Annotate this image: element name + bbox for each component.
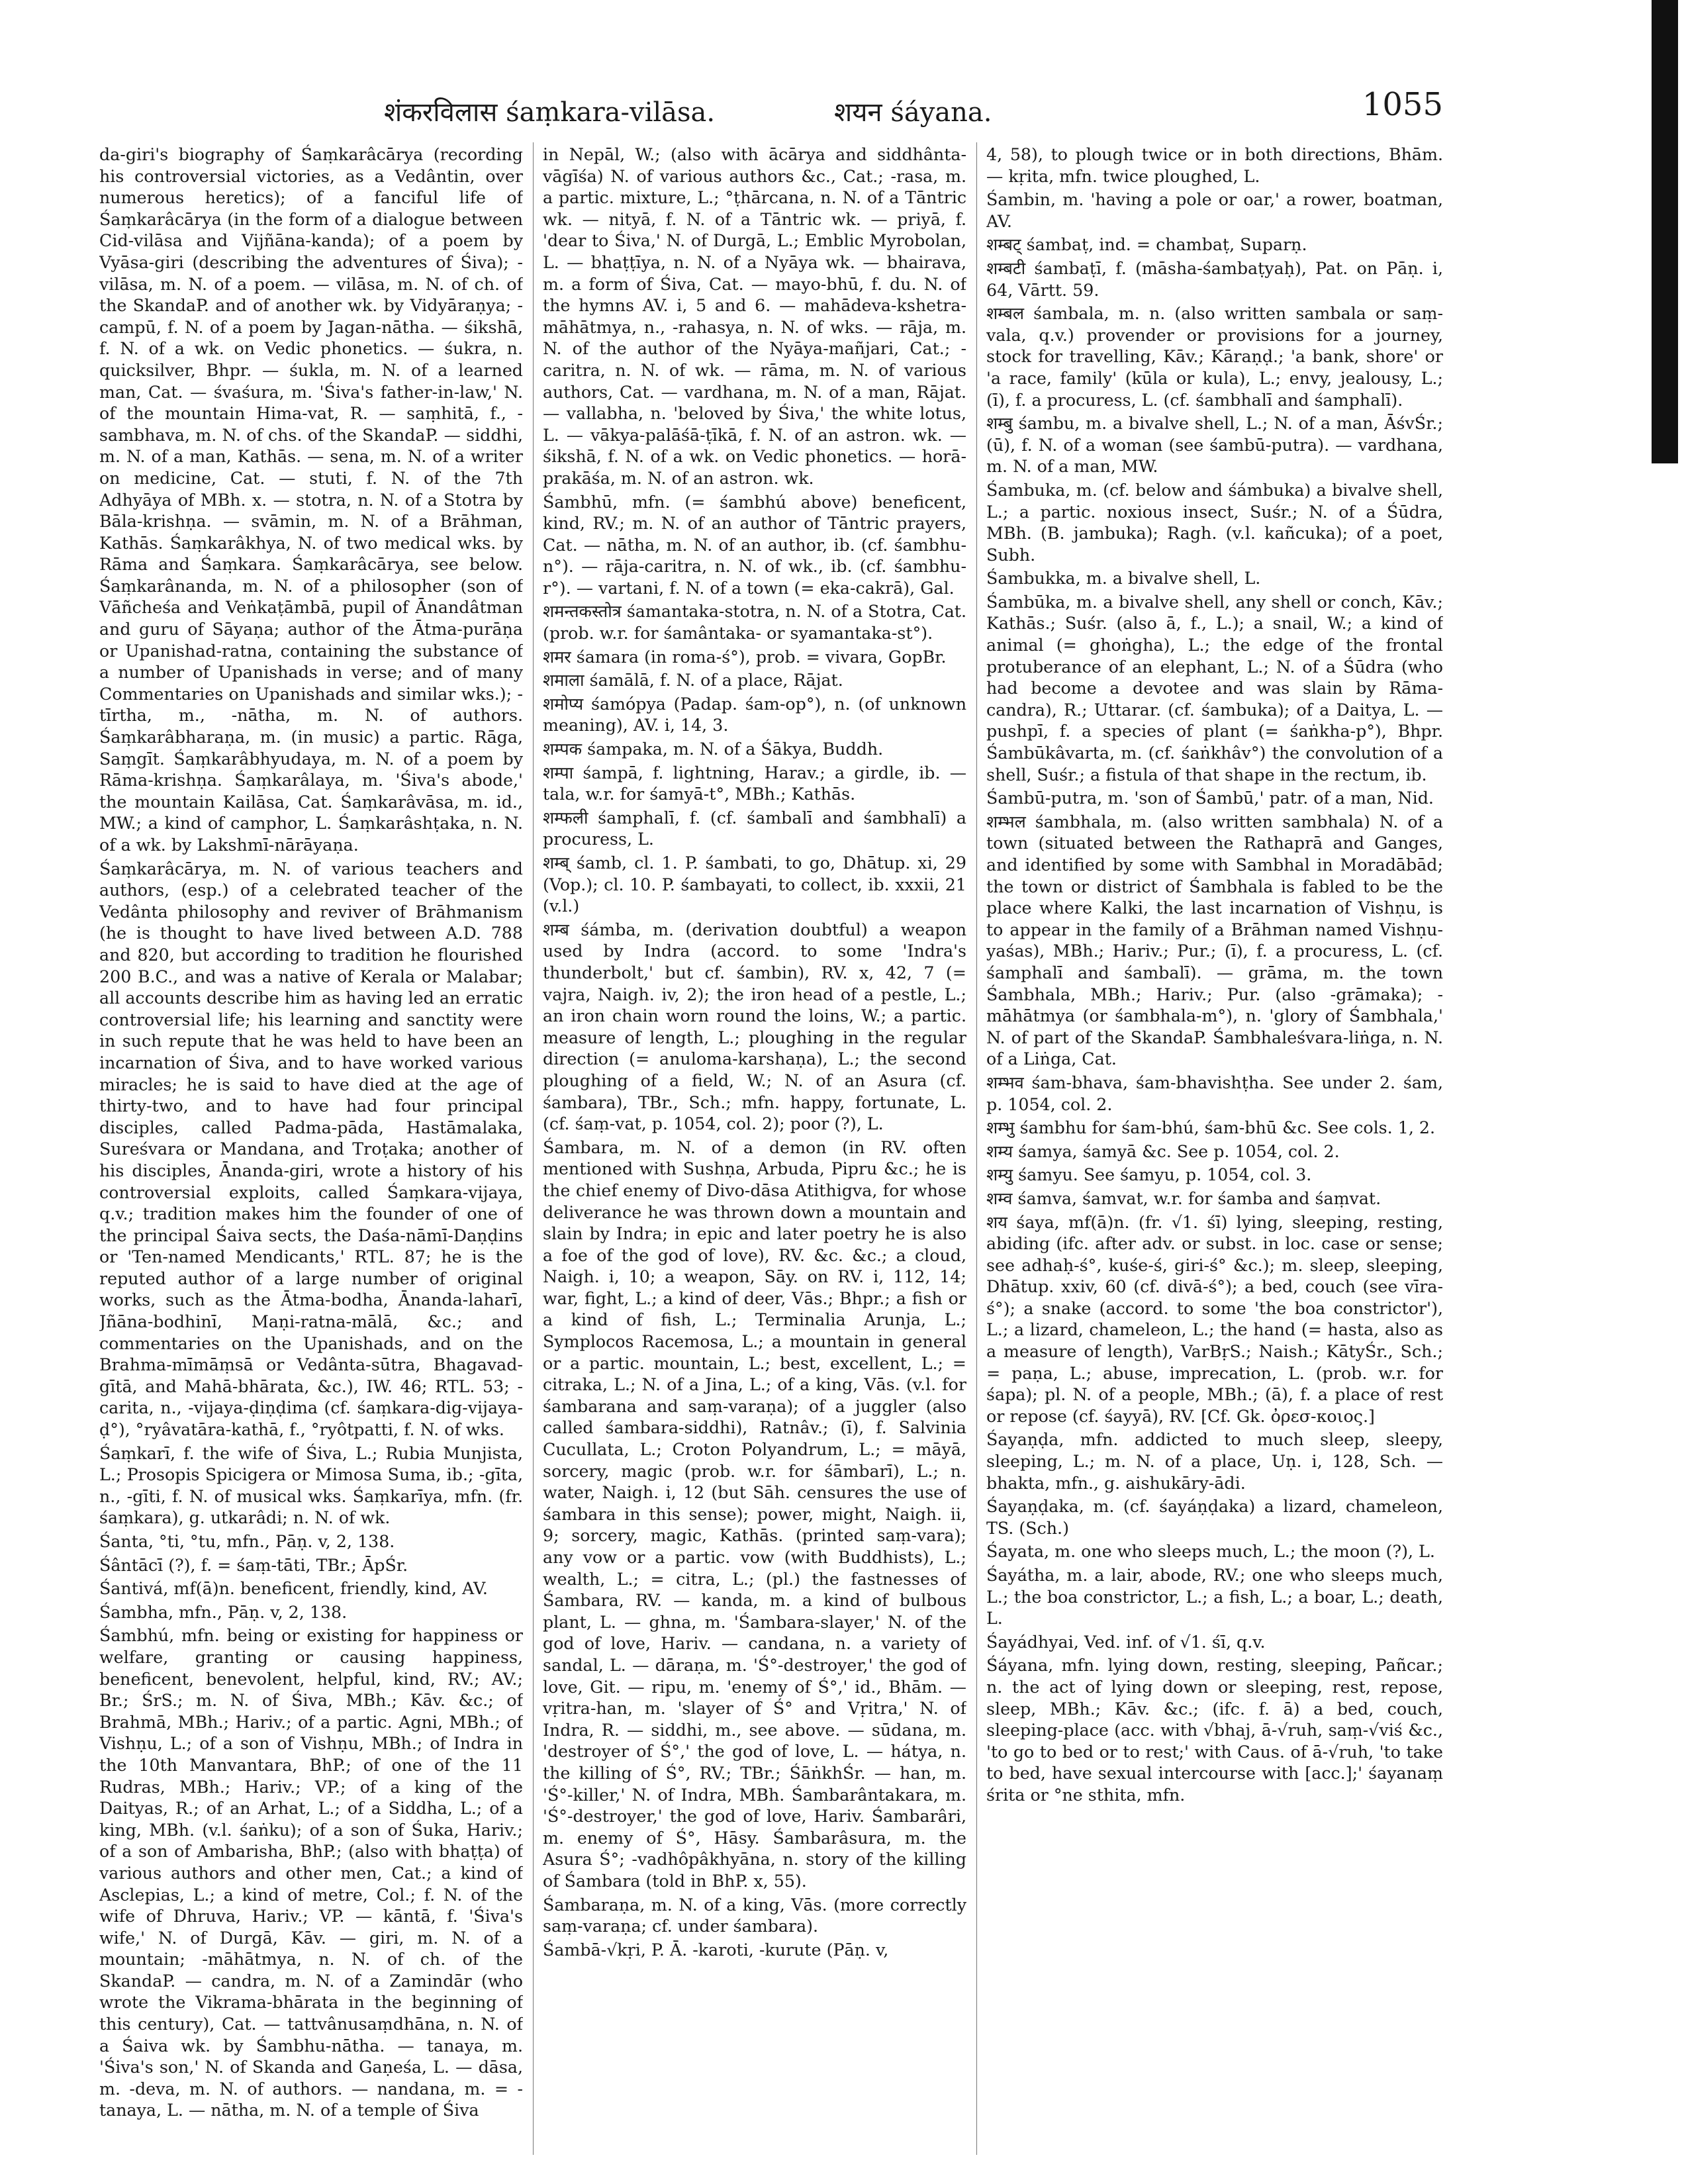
- dictionary-entry: शम्बटी śambaṭī, f. (māsha-śambaṭyaḥ), Pat. on Pāṇ. i, 64, Vārtt. 59.: [986, 258, 1443, 300]
- dictionary-entry: da-giri's biography of Śaṃkarâcārya (recording his controversial victories, as a Vedântin, over numerous heretics); of a fanciful life of Śaṃkarâcārya (in the form of a dialogue between Cid-vilāsa and Vijñāna-kanda); of a poem by Vyāsa-giri (describing the adventures of Śiva); -vilāsa, m. N. of a poem. — vilāsa, m. N. of ch. of the SkandaP. and of another wk. by Vidyāraṇya; -campū, f. N. of a poem by Jagan-nātha. — śikshā, f. N. of a wk. on Vedic phonetics. — śukra, n. quicksilver, Bhpr. — śukla, m. N. of a learned man, Cat. — śvaśura, m. 'Śiva's father-in-law,' N. of the mountain Hima-vat, R. — saṃhitā, f., -sambhava, m. N. of chs. of the SkandaP. — siddhi, m. N. of a man, Kathās. — sena, m. N. of a writer on medicine, Cat. — stuti, f. N. of the 7th Adhyāya of MBh. x. — stotra, n. N. of a Stotra by Bāla-krishṇa. — svāmin, m. N. of a Brāhman, Kathās. Śaṃkarâkhya, N. of two medical wks. by Rāma and Śaṃkara. Śaṃkarâcārya, see below. Śaṃkarânanda, m. N. of a philosopher (son of Vāñcheśa and Veṅkaṭāmbā, pupil of Ānandâtman and guru of Sāyaṇa; author of the Ātma-purāṇa or Upanishad-ratna, containing the substance of a number of Upanishads in verse; and of many Commentaries on Upanishads and similar wks.); -tīrtha, m., -nātha, m. N. of authors. Śaṃkarâbharaṇa, m. (in music) a partic. Rāga, Saṃgīt. Śaṃkarâbhyudaya, m. N. of a poem by Rāma-krishṇa. Śaṃkarâlaya, m. 'Śiva's abode,' the mountain Kailāsa, Cat. Śaṃkarâvāsa, m. id., MW.; a kind of camphor, L. Śaṃkarâshṭaka, n. N. of a wk. by Lakshmī-nārāyaṇa.: [99, 145, 523, 855]
- dictionary-entry: Śayata, m. one who sleeps much, L.; the moon (?), L.: [986, 1542, 1435, 1562]
- header-right-headword: शयन śáyana.: [834, 97, 992, 128]
- dictionary-entry: शम्व śamva, śamvat, w.r. for śamba and śaṃvat.: [986, 1188, 1382, 1208]
- column-divider: [533, 142, 534, 2155]
- page-edge-mark: [1652, 0, 1678, 463]
- dictionary-entry: शम्ब śámba, m. (derivation doubtful) a weapon used by Indra (accord. to some 'Indra's thunderbolt,' but cf. śambin), RV. x, 42, 7 (= vajra, Naigh. iv, 2); the iron head of a pestle, L.; an iron chain worn round the loins, W.; a partic. measure of length, L.; ploughing in the regular direction (= anuloma-karshaṇa), L.; the second ploughing of a field, W.; N. of an Asura (cf. śambara), TBr., Sch.; mfn. happy, fortunate, L. (cf. śaṃ-vat, p. 1054, col. 2); poor (?), L.: [543, 920, 966, 1134]
- dictionary-entry: Śanta, °ti, °tu, mfn., Pāṇ. v, 2, 138.: [99, 1532, 395, 1551]
- dictionary-entry: Śambā-√kṛi, P. Ā. -karoti, -kurute (Pāṇ. v,: [543, 1940, 889, 1960]
- dictionary-entry: शम्फली śamphalī, f. (cf. śambalī and śambhalī) a procuress, L.: [543, 808, 966, 849]
- dictionary-entry: Śambha, mfn., Pāṇ. v, 2, 138.: [99, 1602, 348, 1622]
- dictionary-entry: Śambhú, mfn. being or existing for happiness or welfare, granting or causing happiness, beneficent, benevolent, helpful, kind, RV.; AV.; Br.; ŚrS.; m. N. of Śiva, MBh.; Kāv. &c.; of Brahmā, MBh.; Hariv.; of a partic. Agni, MBh.; of Vishṇu, L.; of a son of Vishṇu, MBh.; of Indra in the 10th Manvantara, BhP.; of one of the 11 Rudras, MBh.; Hariv.; VP.; of a king of the Daityas, R.; of an Arhat, L.; of a Siddha, L.; of a king, MBh. (v.l. śaṅku); of a son of Śuka, Hariv.; of a son of Ambarisha, BhP.; (also with bhaṭṭa) of various authors and other men, Cat.; a kind of Asclepias, L.; a kind of metre, Col.; f. N. of the wife of Dhruva, Hariv.; VP. — kāntā, f. 'Śiva's wife,' N. of Durgā, Kāv. — giri, m. N. of a mountain; -māhātmya, n. N. of ch. of the SkandaP. — candra, m. N. of a Zamindār (who wrote the Vikrama-bhārata in the beginning of this century), Cat. — tattvânusaṃdhāna, n. N. of a Śaiva wk. by Śambhu-nātha. — tanaya, m. 'Śiva's son,' N. of Skanda and Gaṇeśa, L. — dāsa, m. -deva, m. N. of authors. — nandana, m. = -tanaya, L. — nātha, m. N. of a temple of Śiva: [99, 1626, 523, 2120]
- page-header: [99, 79, 1443, 139]
- dictionary-entry: शम्बट् śambaṭ, ind. = chambaṭ, Suparṇ.: [986, 235, 1307, 255]
- dictionary-entry: Śáyana, mfn. lying down, resting, sleeping, Pañcar.; n. the act of lying down or sleeping, rest, repose, sleep, MBh.; Kāv. &c.; (ifc. f. ā) a bed, couch, sleeping-place (acc. with √bhaj, ā-√ruh, saṃ-√viś &c., 'to go to bed or to rest;' with Caus. of ā-√ruh, 'to take to bed, have sexual intercourse with [acc.];' śayanaṃ śrita or °ne sthita, mfn.: [986, 1656, 1443, 1805]
- column-divider: [976, 142, 977, 2155]
- dictionary-entry: Śambuka, m. (cf. below and śámbuka) a bivalve shell, L.; a partic. noxious insect, Suśr.; N. of a Śūdra, MBh. (B. jambuka); Ragh. (v.l. kañcuka); of a poet, Subh.: [986, 480, 1443, 565]
- dictionary-entry: शम्ब् śamb, cl. 1. P. śambati, to go, Dhātup. xi, 29 (Vop.); cl. 10. P. śambayati, to collect, ib. xxxii, 21 (v.l.): [543, 853, 966, 916]
- dictionary-entry: Śantivá, mf(ā)n. beneficent, friendly, kind, AV.: [99, 1579, 488, 1599]
- dictionary-entry: Śambaraṇa, m. N. of a king, Vās. (more correctly saṃ-varaṇa; cf. under śambara).: [543, 1895, 966, 1936]
- column-2: [543, 142, 966, 2155]
- dictionary-entry: शमोप्य śamópya (Padap. śam-op°), n. (of unknown meaning), AV. i, 14, 3.: [543, 694, 966, 736]
- column-1: [99, 142, 523, 2155]
- dictionary-entry: Śayaṇḍaka, m. (cf. śayáṇḍaka) a lizard, chameleon, TS. (Sch.): [986, 1497, 1443, 1538]
- header-left-headword: शंकरविलास śaṃkara-vilāsa.: [384, 97, 716, 128]
- dictionary-entry: शम्बल śambala, m. n. (also written sambala or saṃ-vala, q.v.) provender or provisions for a journey, stock for travelling, Kāv.; Kāraṇḍ.; 'a bank, shore' or 'a race, family' (kūla or kula), L.; envy, jealousy, L.; (ī), f. a procuress, L. (cf. śambhalī and śamphalī).: [986, 304, 1443, 410]
- dictionary-entry: Śambū-putra, m. 'son of Śambū,' patr. of a man, Nid.: [986, 788, 1434, 808]
- dictionary-entry: शम्य śamya, śamyā &c. See p. 1054, col. 2.: [986, 1141, 1340, 1161]
- dictionary-entry: Śambin, m. 'having a pole or oar,' a rower, boatman, AV.: [986, 190, 1443, 231]
- column-3: [986, 142, 1443, 2155]
- dictionary-entry: Śambūka, m. a bivalve shell, any shell or conch, Kāv.; Kathās.; Suśr. (also ā, f., L.); a snail, W.; a kind of animal (= ghoṅgha), L.; the edge of the frontal protuberance of an elephant, L.; N. of a Śūdra (who had become a devotee and was slain by Rāma-candra), R.; Uttarar. (cf. śambuka); of a Daitya, L. — pushpī, f. a species of plant (= śaṅkha-p°), Bhpr. Śambūkâvarta, m. (cf. śaṅkhâv°) the convolution of a shell, Suśr.; a fistula of that shape in the rectum, ib.: [986, 592, 1443, 784]
- dictionary-entry: शम्भु śambhu for śam-bhú, śam-bhū &c. See cols. 1, 2.: [986, 1118, 1436, 1138]
- dictionary-entry: Śayádhyai, Ved. inf. of √1. śī, q.v.: [986, 1632, 1266, 1652]
- page-number: 1055: [1362, 86, 1443, 123]
- dictionary-entry: Śambara, m. N. of a demon (in RV. often mentioned with Sushṇa, Arbuda, Pipru &c.; he is the chief enemy of Divo-dāsa Atithigva, for whose deliverance he was thrown down a mountain and slain by Indra; in epic and later poetry he is also a foe of the god of love), RV. &c. &c.; a cloud, Naigh. i, 10; a weapon, Sāy. on RV. i, 112, 14; war, fight, L.; a kind of deer, Vās.; Bhpr.; a fish or a kind of fish, L.; Terminalia Arunja, L.; Symplocos Racemosa, L.; a mountain in general or a partic. mountain, L.; best, excellent, L.; = citraka, L.; N. of a Jina, L.; of a king, Vās. (v.l. for śambarana and saṃ-varaṇa); of a juggler (also called śambara-siddhi), Ratnâv.; (ī), f. Salvinia Cucullata, L.; Croton Polyandrum, L.; = māyā, sorcery, magic (prob. w.r. for śāmbarī), L.; n. water, Naigh. i, 12 (but Sāh. censures the use of śambara in this sense); power, might, Naigh. ii, 9; sorcery, magic, Kathās. (printed saṃ-vara); any vow or a partic. vow (with Buddhists), L.; wealth, L.; = citra, L.; (pl.) the fastnesses of Śambara, RV. — kanda, m. a kind of bulbous plant, L. — ghna, m. 'Śambara-slayer,' N. of the god of love, Hariv. — candana, n. a variety of sandal, L. — dāraṇa, m. 'Ś°-destroyer,' the god of love, Git. — ripu, m. 'enemy of Ś°,' id., Bhām. — vṛitra-han, m. 'slayer of Ś° and Vṛitra,' N. of Indra, R. — siddhi, m., see above. — sūdana, m. 'destroyer of Ś°,' the god of love, L. — hátya, n. the killing of Ś°, RV.; TBr.; ŚāṅkhŚr. — han, m. 'Ś°-killer,' N. of Indra, MBh. Śambarântakara, m. 'Ś°-destroyer,' the god of love, Hariv. Śambarâri, m. enemy of Ś°, Hāsy. Śambarâsura, m. the Asura Ś°; -vadhôpâkhyāna, n. story of the killing of Śambara (told in BhP. x, 55).: [543, 1137, 966, 1891]
- dictionary-entry: in Nepāl, W.; (also with ācārya and siddhânta-vāgīśa) N. of various authors &c., Cat.; -rasa, m. a partic. mixture, L.; °ṭhārcana, n. N. of a Tāntric wk. — nityā, f. N. of a Tāntric wk. — priyā, f. 'dear to Śiva,' N. of Durgā, L.; Emblic Myrobolan, L. — bhaṭṭīya, n. N. of a Nyāya wk. — bhairava, m. a form of Śiva, Cat. — mayo-bhū, f. du. N. of the hymns AV. i, 5 and 6. — mahādeva-kshetra-māhātmya, n., -rahasya, n. N. of wks. — rāja, m. N. of the author of the Nyāya-mañjari, Cat.; -caritra, n. N. of wk. — rāma, m. N. of various authors, Cat. — vardhana, m. N. of a man, Rājat. — vallabha, n. 'beloved by Śiva,' the white lotus, L. — vākya-palāśā-ṭīkā, f. N. of an astron. wk. — śikshā, f. N. of a wk. on Vedic phonetics. — horā-prakāśa, m. N. of an astron. wk.: [543, 145, 966, 488]
- dictionary-entry: शम्बु śambu, m. a bivalve shell, L.; N. of a man, ĀśvŚr.; (ū), f. N. of a woman (see śambū-putra). — vardhana, m. N. of a man, MW.: [986, 414, 1443, 477]
- dictionary-entry: शमर śamara (in roma-ś°), prob. = vivara, GopBr.: [543, 647, 947, 667]
- dictionary-entry: Śayátha, m. a lair, abode, RV.; one who sleeps much, L.; the boa constrictor, L.; a fish, L.; a boar, L.; death, L.: [986, 1566, 1443, 1629]
- dictionary-entry: शम्भल śambhala, m. (also written sambhala) N. of a town (situated between the Rathaprā and Ganges, and identified by some with Sambhal in Moradābād; the town or district of Śambhala is fabled to be the place where Kalki, the last incarnation of Vishṇu, is to appear in the family of a Brāhman named Vishṇu-yaśas), MBh.; Hariv.; Pur.; (ī), f. a procuress, L. (cf. śamphalī and śambalī). — grāma, m. the town Śambhala, MBh.; Hariv.; Pur. (also -grāmaka); -māhātmya (or śambhala-m°), n. 'glory of Śambhala,' N. of part of the SkandaP. Śambhaleśvara-liṅga, n. N. of a Liṅga, Cat.: [986, 812, 1443, 1069]
- dictionary-entry: शमन्तकस्तोत्र śamantaka-stotra, n. N. of a Stotra, Cat. (prob. w.r. for śamântaka- or syamantaka-st°).: [543, 602, 966, 643]
- dictionary-entry: Śaṃkarâcārya, m. N. of various teachers and authors, (esp.) of a celebrated teacher of the Vedânta philosophy and reviver of Brāhmanism (he is thought to have lived between A.D. 788 and 820, but according to tradition he flourished 200 B.C., and was a native of Kerala or Malabar; all accounts describe him as having led an erratic controversial life; his learning and sanctity were in such repute that he was held to have been an incarnation of Śiva, and to have worked various miracles; he is said to have died at the age of thirty-two, and to have had four principal disciples, called Padma-pāda, Hastāmalaka, Sureśvara or Mandana, and Troṭaka; another of his disciples, Ānanda-giri, wrote a history of his controversial exploits, called Śaṃkara-vijaya, q.v.; tradition makes him the founder of one of the principal Śaiva sects, the Daśa-nāmī-Daṇḍins or 'Ten-named Mendicants,' RTL. 87; he is the reputed author of a large number of original works, such as the Ātma-bodha, Ānanda-laharī, Jñāna-bodhinī, Maṇi-ratna-mālā, &c.; and commentaries on the Upanishads, and on the Brahma-mīmāṃsā or Vedânta-sūtra, Bhagavad-gītā, and Mahā-bhārata, &c.), IW. 46; RTL. 53; -carita, n., -vijaya-ḍiṇḍima (cf. śaṃkara-dig-vijaya-ḍ°), °ryâvatāra-kathā, f., °ryôtpatti, f. N. of wks.: [99, 859, 523, 1440]
- dictionary-entry: 4, 58), to plough twice or in both directions, Bhām. — kṛita, mfn. twice ploughed, L.: [986, 145, 1443, 186]
- dictionary-entry: शम्पक śampaka, m. N. of a Śākya, Buddh.: [543, 739, 884, 759]
- dictionary-entry: Śântācī (?), f. = śaṃ-tāti, TBr.; ĀpŚr.: [99, 1555, 408, 1575]
- dictionary-entry: शमाला śamālā, f. N. of a place, Rājat.: [543, 671, 843, 690]
- dictionary-entry: शम्यु śamyu. See śamyu, p. 1054, col. 3.: [986, 1165, 1312, 1185]
- dictionary-entry: शय śaya, mf(ā)n. (fr. √1. śī) lying, sleeping, resting, abiding (ifc. after adv. or subst. in loc. case or sense; see adhaḥ-ś°, kuśe-ś, giri-ś° &c.); m. sleep, sleeping, Dhātup. xxiv, 60 (cf. divā-ś°); a bed, couch (see vīra-ś°); a snake (accord. to some 'the boa constrictor'), L.; a lizard, chameleon, L.; the hand (= hasta, also as a measure of length), VarBṛS.; Naish.; KātyŚr., Sch.; = paṇa, L.; abuse, imprecation, L. (prob. w.r. for śapa); pl. N. of a people, MBh.; (ā), f. a place of rest or repose (cf. śayyā), RV. [Cf. Gk. ὀρεσ-κοιος.]: [986, 1212, 1443, 1426]
- dictionary-entry: शम्भव śam-bhava, śam-bhavishṭha. See under 2. śam, p. 1054, col. 2.: [986, 1072, 1443, 1114]
- dictionary-entry: Śayaṇḍa, mfn. addicted to much sleep, sleepy, sleeping, L.; m. N. of a place, Uṇ. i, 128, Sch. — bhakta, mfn., g. aishukāry-ādi.: [986, 1430, 1443, 1493]
- dictionary-entry: Śambukka, m. a bivalve shell, L.: [986, 569, 1261, 589]
- dictionary-entry: शम्पा śampā, f. lightning, Harav.; a girdle, ib. — tala, w.r. for śamyā-t°, MBh.; Kathās.: [543, 763, 966, 804]
- dictionary-entry: Śambhū, mfn. (= śambhú above) beneficent, kind, RV.; m. N. of an author of Tāntric prayers, Cat. — nātha, m. N. of an author, ib. (cf. śambhu-n°). — rāja-caritra, n. N. of wk., ib. (cf. śambhu-r°). — vartani, f. N. of a town (= eka-cakrā), Gal.: [543, 492, 966, 598]
- dictionary-entry: Śaṃkarī, f. the wife of Śiva, L.; Rubia Munjista, L.; Prosopis Spicigera or Mimosa Suma, ib.; -gīta, n., -gīti, f. N. of musical wks. Śaṃkarīya, mfn. (fr. śaṃkara), g. utkarâdi; n. N. of wk.: [99, 1443, 523, 1528]
